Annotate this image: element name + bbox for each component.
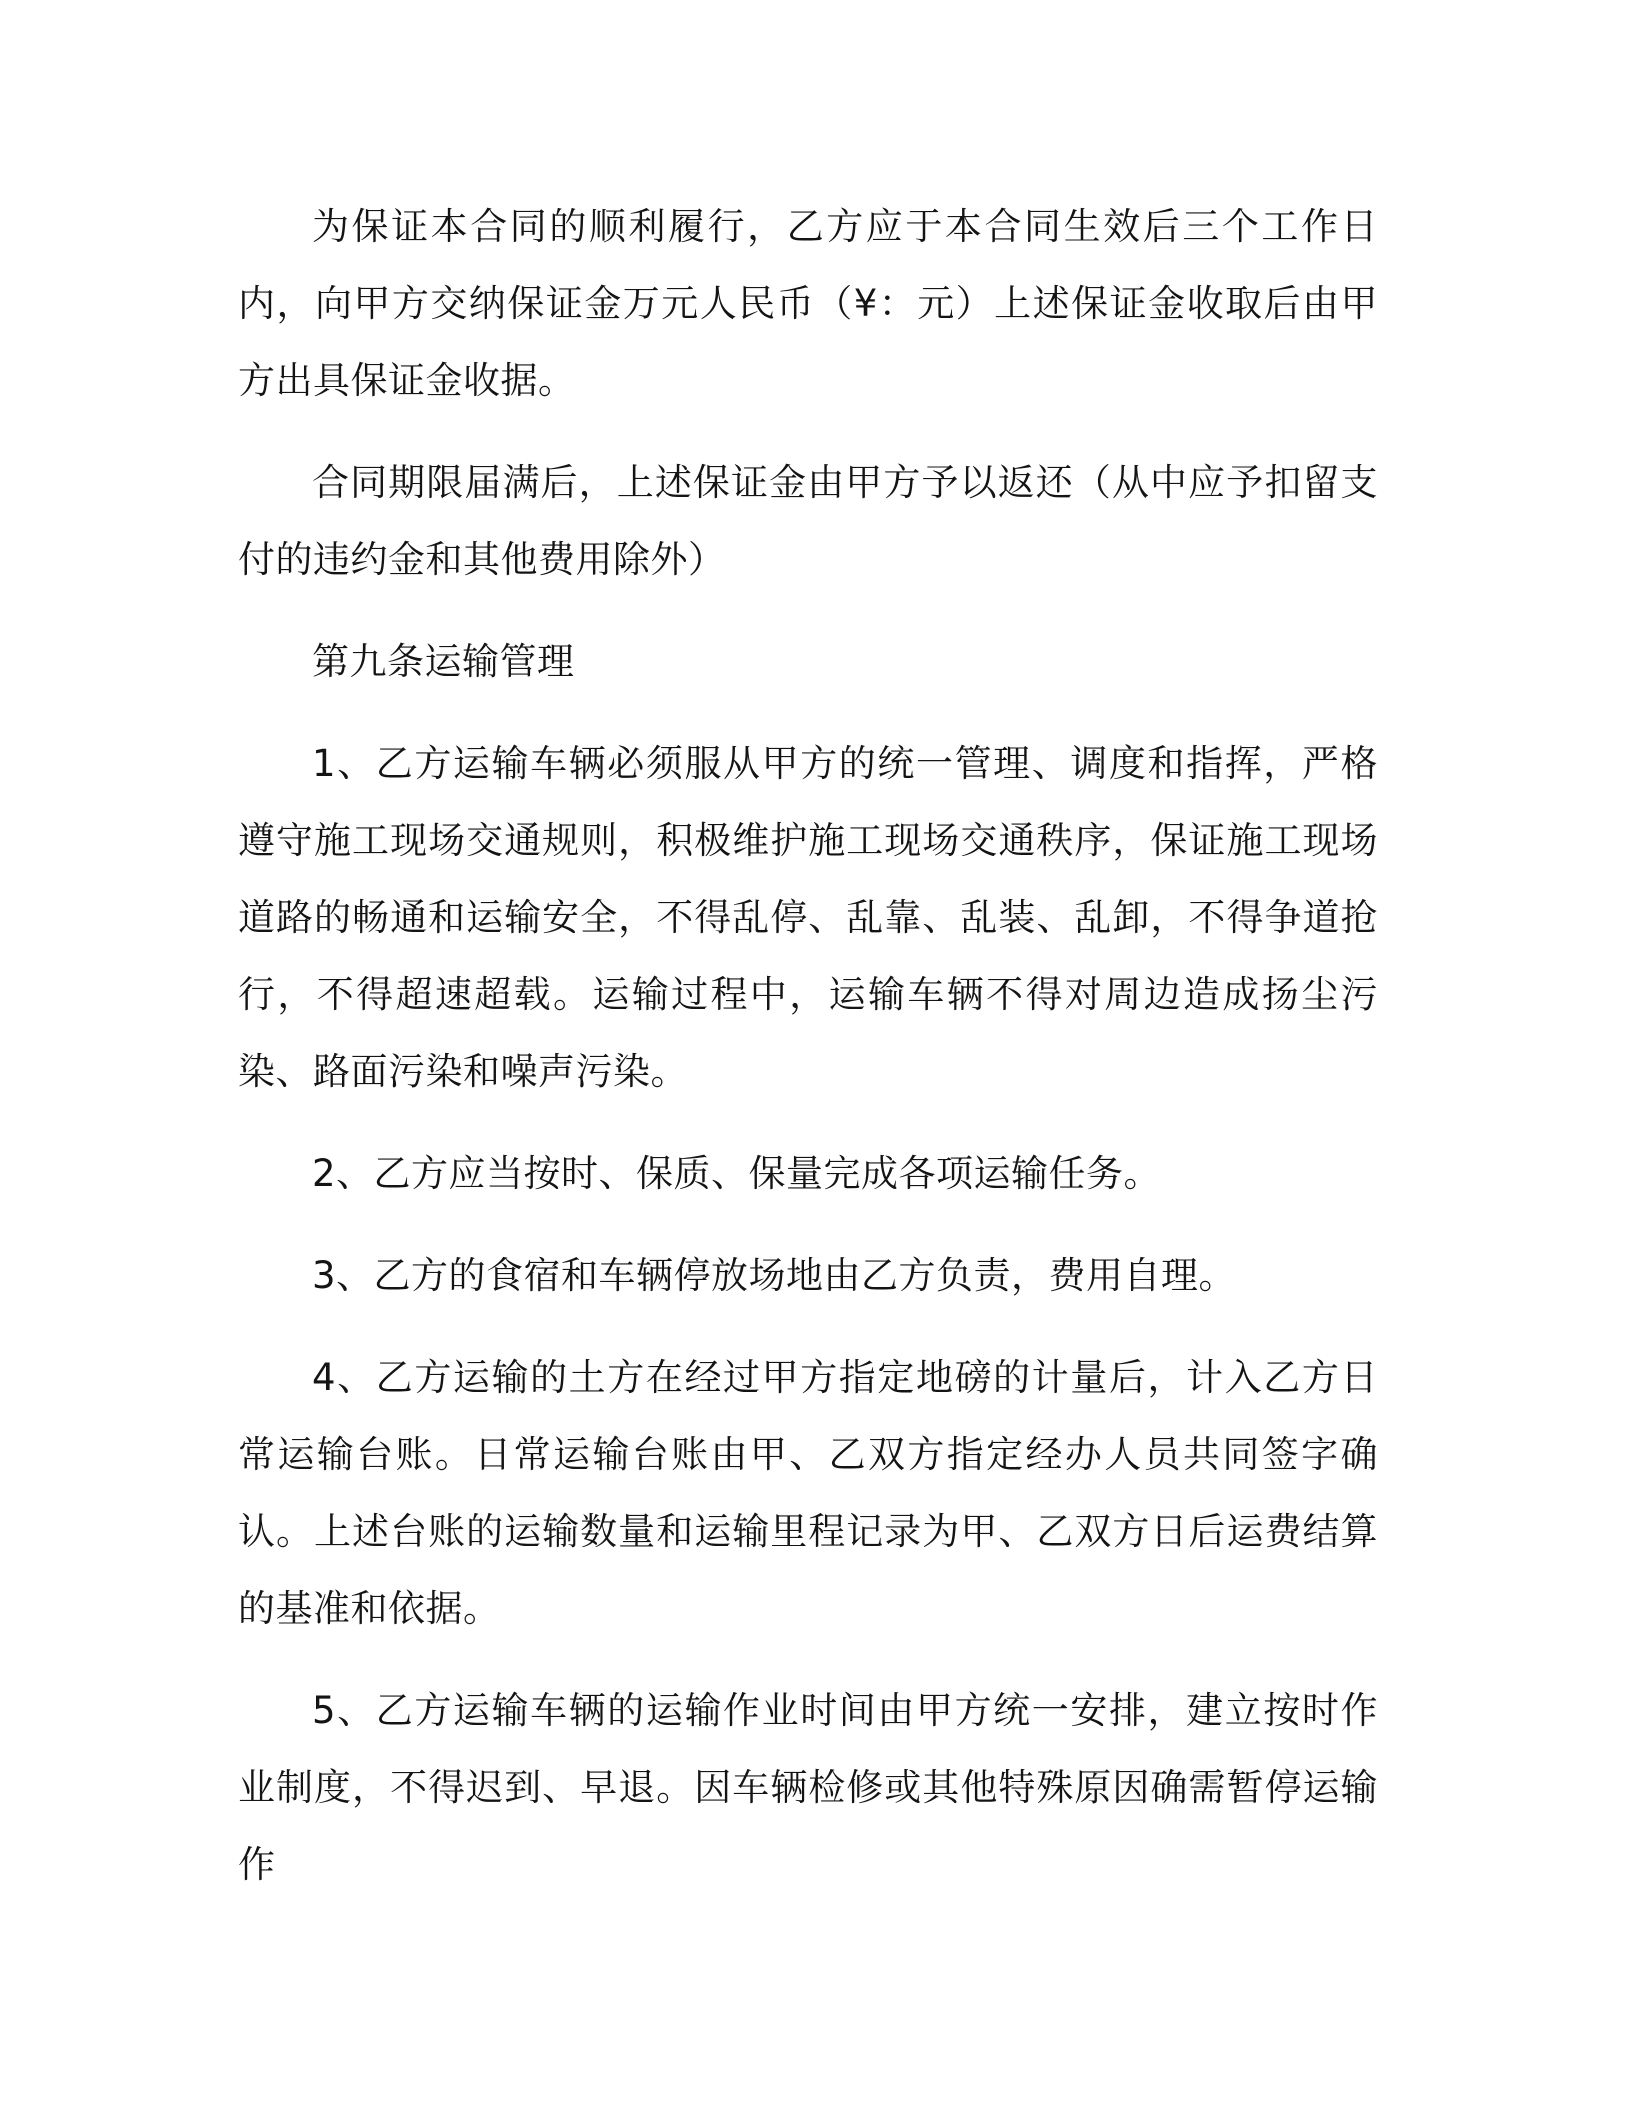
clause-2: 2、乙方应当按时、保质、保量完成各项运输任务。	[312, 1152, 1162, 1195]
article-nine-heading: 第九条运输管理	[312, 640, 575, 683]
document-page	[238, 188, 1378, 1928]
clause-1: 1、乙方运输车辆必须服从甲方的统一管理、调度和指挥，严格遵守施工现场交通规则，积极维护施工现场交通秩序，保证施工现场道路的畅通和运输安全，不得乱停、乱靠、乱装、乱卸，不得争道抢行，不得超速超载。运输过程中，运输车辆不得对周边造成扬尘污染、路面污染和噪声污染。	[238, 742, 1378, 1093]
paragraph-deposit-return: 合同期限届满后，上述保证金由甲方予以返还（从中应予扣留支付的违约金和其他费用除外）	[238, 461, 1378, 581]
clause-5: 5、乙方运输车辆的运输作业时间由甲方统一安排，建立按时作业制度，不得迟到、早退。因车辆检修或其他特殊原因确需暂停运输作	[238, 1689, 1378, 1886]
clause-4: 4、乙方运输的土方在经过甲方指定地磅的计量后，计入乙方日常运输台账。日常运输台账由甲、乙双方指定经办人员共同签字确认。上述台账的运输数量和运输里程记录为甲、乙双方日后运费结算的基准和依据。	[238, 1356, 1378, 1630]
clause-3: 3、乙方的食宿和车辆停放场地由乙方负责，费用自理。	[312, 1254, 1237, 1297]
paragraph-deposit: 为保证本合同的顺利履行，乙方应于本合同生效后三个工作日内，向甲方交纳保证金万元人民币（¥：元）上述保证金收取后由甲方出具保证金收据。	[238, 205, 1378, 402]
